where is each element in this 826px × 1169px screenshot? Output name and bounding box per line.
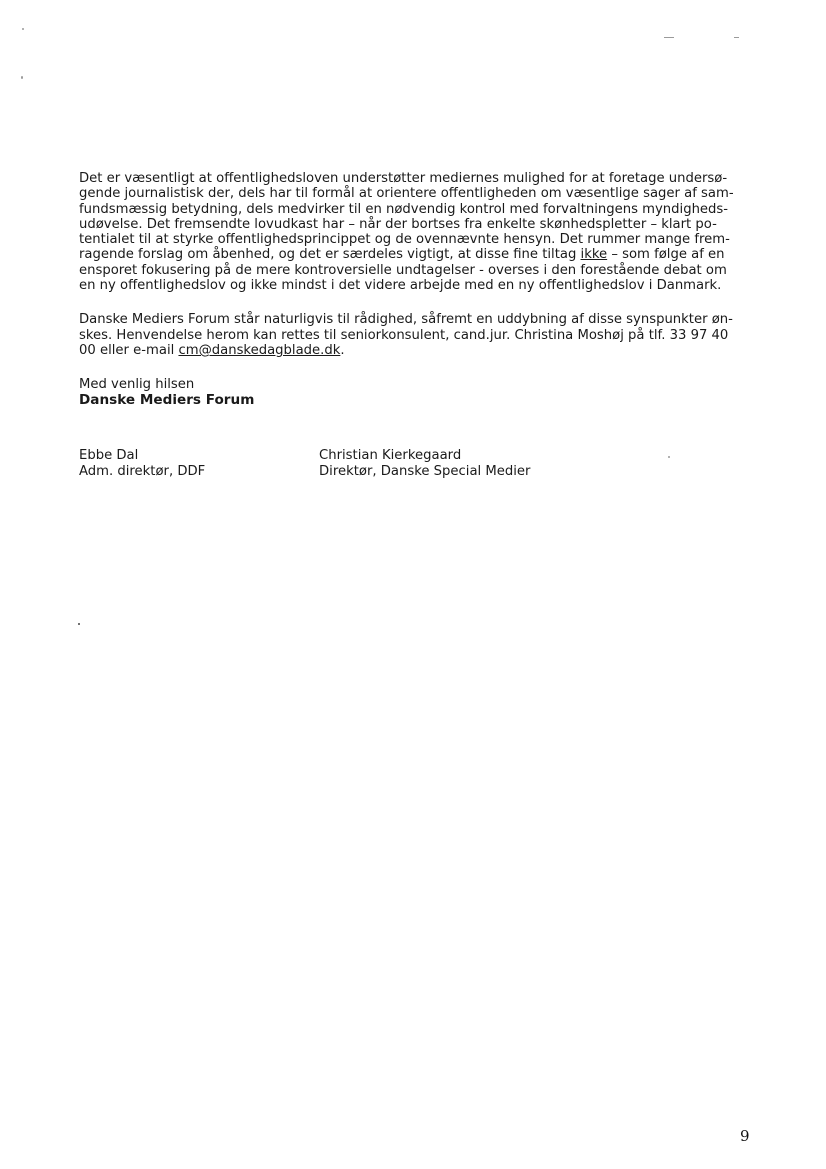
text-segment: – som følge af en xyxy=(607,247,725,263)
signatory-name: Christian Kierkegaard xyxy=(319,448,462,463)
text-line xyxy=(79,247,751,262)
text-line: udøvelse. Det fremsendte lovudkast har – når der bortses fra enkelte skønhedspletter – klart po- xyxy=(79,216,717,232)
organization-name: Danske Mediers Forum xyxy=(79,391,255,408)
email-link[interactable]: cm@danskedagblade.dk xyxy=(178,342,341,358)
signatory-title: Adm. direktør, DDF xyxy=(79,463,206,479)
text-line: en ny offentlighedslov og ikke mindst i det videre arbejde med en ny offentlighedslov i Danmark. xyxy=(79,278,722,294)
signatory-title: Direktør, Danske Special Medier xyxy=(319,463,531,479)
letter-body xyxy=(79,171,751,408)
text-line: skes. Henvendelse herom kan rettes til seniorkonsulent, cand.jur. Christina Moshøj på tlf. 33 97 40 xyxy=(79,327,729,343)
text-line: fundsmæssig betydning, dels medvirker til en nødvendig kontrol med forvaltningens myndigheds- xyxy=(79,201,729,217)
text-line: Danske Mediers Forum står naturligvis til rådighed, såfremt en uddybning af disse synspunkter øn- xyxy=(79,312,733,328)
emphasis-underlined: ikke xyxy=(580,247,608,263)
text-line: tentialet til at styrke offentlighedsprincippet og de ovennævnte hensyn. Det rummer mange frem- xyxy=(79,232,730,248)
scan-speck xyxy=(734,37,739,38)
text-line: ensporet fokusering på de mere kontroversielle undtagelser - overses i den forestående debat om xyxy=(79,262,727,278)
scan-speck xyxy=(668,456,670,458)
text-segment: 00 eller e-mail xyxy=(79,342,179,358)
closing-block xyxy=(79,377,751,408)
scan-speck xyxy=(22,28,24,30)
scan-speck xyxy=(78,623,80,625)
text-line xyxy=(79,343,751,358)
closing-salutation: Med venlig hilsen xyxy=(79,377,195,393)
signatory-left xyxy=(79,448,205,479)
signatory-name: Ebbe Dal xyxy=(79,448,139,463)
page-number: 9 xyxy=(740,1127,750,1145)
text-line: gende journalistisk der, dels har til formål at orientere offentligheden om væsentlige sager af sam- xyxy=(79,186,734,202)
signatory-right xyxy=(319,448,530,479)
text-segment: . xyxy=(340,342,345,358)
text-line: Det er væsentligt at offentlighedsloven understøtter mediernes mulighed for at foretage undersø- xyxy=(79,171,728,186)
paragraph-contact xyxy=(79,312,751,358)
text-segment: ragende forslag om åbenhed, og det er særdeles vigtigt, at disse fine tiltag xyxy=(79,247,581,263)
scan-speck xyxy=(664,37,674,38)
scan-speck xyxy=(21,76,23,79)
paragraph-main xyxy=(79,171,751,293)
